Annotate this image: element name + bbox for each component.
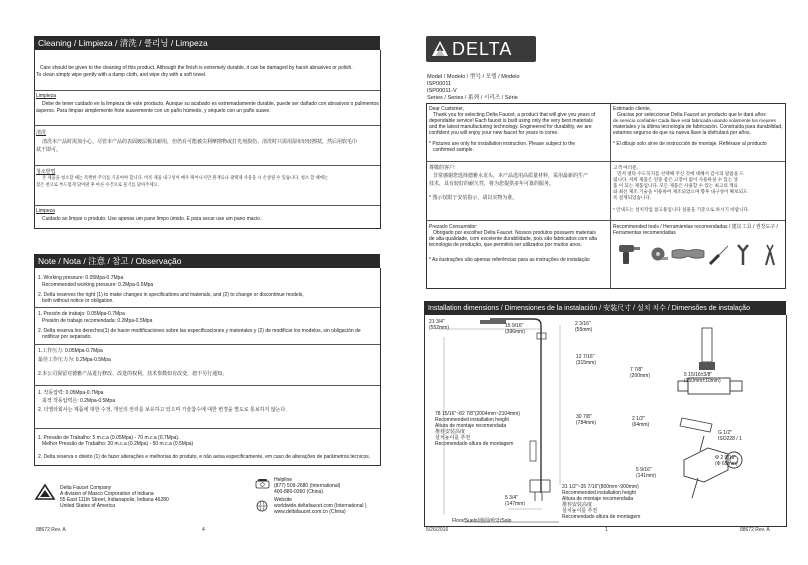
zh-greeting: 尊敬的客户: [429, 165, 456, 171]
installation-header: Installation dimensions / Dimensiones de la instalación / 安装尺寸 / 설치 치수 / Dimensões de instalação [424, 301, 786, 315]
ko-greeting: 고객 여러분, [613, 165, 638, 170]
globe-icon [256, 500, 268, 512]
dim-10: G 1/2" [718, 430, 733, 436]
divider [34, 307, 380, 308]
company-logo-icon [35, 484, 55, 500]
en-line2: Thank you for selecting Delta Faucet, a product that will give you years of [433, 112, 596, 118]
model-label: Model / Modelo / 型号 / 모델 / Modelo [427, 74, 520, 80]
cleaning-zh-title: 清洗 [36, 130, 47, 136]
cleaning-pt-title: Limpeza [36, 208, 55, 214]
series-label: Series / Series / 系列 / 시리즈 / Série [427, 95, 518, 101]
dim-10b: ISO228 / 1 [718, 436, 742, 442]
ko-line3: 립니다. 저희 제품은 연중 좋은 고장이 없이 사용하실 수 있는 상 [613, 177, 738, 182]
dim-6b: (147mm) [505, 501, 526, 507]
ko-line4: 품 이 되는 제품입니다. 모든 제품은 사용할 수 있는 최고의 재료 [613, 183, 738, 188]
note-en-2b: both without notice or obligation. [42, 298, 114, 304]
ko-line7: * 안내도는 설치작업 참고용입니다 실물을 기준으로 하시기 바랍니다. [613, 207, 750, 212]
dim-6: 5 3/4" [505, 495, 518, 501]
cleaning-es-line2: ásperos. Para limpiar simplemente frote suavemente con un paño húmedo, y séquelo con un paño suave. [36, 108, 271, 114]
drill-icon [618, 242, 642, 266]
divider [34, 385, 380, 386]
note-en-2: 2. Delta reserves the right (1) to make changes in specifications and materials, and (2) to change or discontinue models, [38, 292, 304, 298]
note-es-2b: notificar por separado. [42, 334, 92, 340]
height-label-es: Altura de montaje recomendada [435, 423, 507, 429]
website-china[interactable]: www.deltafaucet.com.cn (China) [274, 509, 346, 515]
height-label-ko: 설치높이를 추천 [435, 435, 471, 441]
company-name: Delta Faucet Company [60, 485, 112, 491]
note-pt-2: 2. Delta reserva o direito (1) de fazer alterações e melhorias do produto, e não avisa especificamente, em caso de alterações de parâmetros técnicos. [38, 454, 371, 460]
dim-9: 2 1/2" [632, 416, 645, 422]
en-greeting: Dear Customer, [429, 106, 465, 112]
note-header: Note / Nota / 注意 / 참고 / Observação [34, 254, 380, 268]
company-line4: United States of America [60, 503, 116, 509]
model-number-2: ISP00011-V [427, 88, 457, 94]
height-label-en: Recommended installation height [435, 417, 509, 423]
helpline-phone-intl: (877) 509-2680 (International) [274, 483, 341, 489]
dim-2b: (396mm) [505, 329, 526, 335]
valve-height-range: 31 1/2"~35 7/16"(800mm~900mm) [562, 484, 639, 490]
height-range: 78 15/16"~82 7/8"(2004mm~2104mm) [435, 411, 520, 417]
footer-doc-number: 88672 Rev. A [740, 527, 770, 533]
valve-height-pt: Recomendado altura de montagem [562, 514, 641, 520]
es-greeting: Estimado cliente, [613, 106, 652, 112]
divider [610, 103, 611, 289]
pt-line2: Obrigado por escolher Delta Faucet. Nossos produtos possuem materiais [433, 230, 596, 236]
divider [34, 344, 380, 345]
note-en-1: 1. Working pressure: 0.05Mpa-0.7Mpa [38, 275, 124, 281]
es-line4: materiales y la última tecnología de fabricación. Construida para durabilidad, [613, 124, 783, 130]
note-es-2: 2. Delta reserva los derechos(1) de hacer modificaciones sobre las especificaciones y materiales y (2) de modificar los modelos, sin obligación de [38, 328, 361, 334]
divider [34, 90, 380, 91]
dim-11: Φ 2 9/16" [715, 455, 737, 461]
dim-3b: (55mm) [575, 327, 593, 333]
dim-1: 21 3/4" [429, 319, 445, 325]
divider [34, 428, 380, 429]
zh-line3: 技术，具有较好的耐久性，将为您提供多年可靠的服务。 [429, 181, 555, 187]
cleaning-ko-line1: 본 제품을 청소할 때는 특별한 주의를 기울여야 합니다. 비록 제품 내구성이 매우 뛰어나지만 원재료나 광택제 사용을 시 손상될 수 있습니다. 청소 할 때에는 [42, 175, 328, 180]
dim-4: 12 7/16" [576, 354, 595, 360]
cleaning-header: Cleaning / Limpieza / 清洗 / 클리닝 / Limpeza [34, 36, 380, 50]
divider [426, 220, 785, 221]
dim-7: 7 7/8" [630, 367, 643, 373]
footer-page-number: 4 [202, 527, 205, 533]
note-zh-2: 2.本公司保留对德雅产品进行修改、改进的权利，技术参数如有改变，恕不另行通知。 [38, 371, 228, 377]
dim-12: 5 9/16" [636, 467, 652, 473]
note-pt-1b: Melhor Pressão de Trabalho: 20 m.c.a (0.2Mpa) - 50 m.c.a (0.5Mpa) [42, 441, 194, 447]
note-es-1b: Presión de trabajo recomendada: 0.2Mpa-0.5Mpa [42, 318, 153, 324]
tools-title: Recommended tools / Herramientas recomendadas / 建议工具 / 권장도구 / [613, 224, 778, 230]
note-ko-1b: 최적 작동압력은: 0.2Mpa-0.5Mpa [42, 398, 115, 404]
dim-12b: (141mm) [636, 473, 657, 479]
en-line5: confident you will enjoy your new faucet for years to come. [429, 130, 559, 136]
en-line3: dependable service! Each faucet is built using only the very best materials [429, 118, 593, 124]
dim-8b: (150mm±10mm) [684, 378, 721, 384]
height-label-zh: 推荐安装高度 [435, 429, 466, 435]
ko-line6: 록 설계되었습니다. [613, 195, 652, 200]
wrench-icon [734, 243, 752, 267]
pt-line4: tecnologia de produção, que permitirá ser utilizados por muitos anos. [429, 242, 582, 248]
valve-height-en: Recommended installation height [562, 490, 636, 496]
pliers-icon [760, 243, 780, 267]
company-line2: A division of Masco Corporation of Indiana [60, 491, 154, 497]
valve-height-zh: 推荐安装高度 [562, 502, 593, 508]
pt-line5: * As ilustrações são apenas referências para as instruções de instalação [429, 257, 590, 263]
right-page [404, 0, 808, 565]
ko-line5: 와 최신 제조 기술을 이용하여 제조되었으며 향후 내구성이 확보되도 [613, 189, 748, 194]
screwdriver-icon [708, 244, 730, 266]
cleaning-zh-line2: 拭干即可。 [36, 147, 62, 153]
floor-label: Floor/Suelo/地面/바닥/Solo [452, 518, 512, 524]
divider [426, 161, 785, 162]
cleaning-ko-line2: 젖은 천으로 부드럽게 닦아낸 후 마른 수건으로 물기를 닦아주세요. [36, 182, 159, 187]
note-zh-1: 1.工作压力: 0.05Mpa-0.7Mpa [38, 348, 103, 354]
cleaning-es-title: Limpieza [36, 93, 57, 99]
note-pt-1: 1. Pressão de Trabalho: 5 m.c.a (0.05Mpa) - 70 m.c.a (0.7Mpa). [38, 435, 180, 441]
phone-icon [255, 478, 270, 489]
pt-line3: de alta qualidade, com excelente durabilidade, pois são fabricados com alta [429, 236, 597, 242]
es-line2: Gracias por seleccionar Delta Faucet un producto que le dará años [617, 112, 766, 118]
divider [34, 165, 380, 166]
zh-line4: * 图示仅限于安装指示，请以实物为准。 [429, 195, 518, 201]
cleaning-zh-line1: 清洗本产品时需加小心。尽管本产品的表面镀层极其耐用，但仍有可能被尖利摩擦物或打光剂损伤。清洗时只需用湿布轻轻擦拭，然后用软毛巾 [42, 139, 358, 145]
cleaning-en-line2: To clean simply wipe gently with a damp cloth, and wipe dry with a soft towel. [36, 72, 207, 78]
model-number-1: ISP00011 [427, 81, 452, 87]
en-line7: confirmed sample. [433, 147, 474, 153]
delta-logo [426, 36, 536, 62]
dim-4b: (315mm) [576, 360, 597, 366]
footer-page-number: 1 [605, 527, 608, 533]
cleaning-es-line1: Debe de tener cuidado en la limpieza de este producto. Aunque su acabado es extremadamente durable, puede ser dañado con abrasivos o pulimentos [42, 101, 379, 107]
note-ko-2: 2. 더엘타회사는 제품에 대한 수정, 개선의 권리를 보유하고 있으며 기술참수에 대한 변경을 별도로 통보하지 않는다. [38, 407, 287, 413]
website-title: Website [274, 497, 292, 503]
mixer-valve-icon [644, 328, 754, 508]
helpline-title: Helpline [274, 477, 293, 483]
company-line3: 55 East 111th Street, Indianapolis, Indiana 46280 [60, 497, 169, 503]
dim-11b: (Φ 65mm) [715, 461, 738, 467]
es-line6: * El dibujo solo sirve de instrucción de montaje. Refiérase al producto [613, 141, 767, 147]
note-en-1b: Recommended working pressure: 0.2Mpa-0.5Mpa [42, 282, 154, 288]
dim-1b: (552mm) [429, 325, 450, 331]
cleaning-en-line1: Care should be given to the cleaning of this product. Although the finish is extremely durable, it can be damaged by harsh abrasives or polish. [40, 65, 353, 71]
en-line4: and the latest manufacturing technology. Engineered for durability, we are [429, 124, 592, 130]
dim-3: 2 3/16" [575, 321, 591, 327]
dim-2: 15 9/16" [505, 323, 524, 329]
footer-date: 5/26/2016 [426, 527, 449, 533]
dim-7b: (200mm) [630, 373, 651, 379]
zh-line2: 非常感谢您选择德雅水龙头，本产品选用高质量材料，采用最新的生产 [433, 173, 589, 179]
en-line6: * Pictures are only for installation instruction. Please subject to the [429, 141, 576, 147]
tape-measure-icon [650, 246, 668, 262]
helpline-phone-china: 400-880-0360 (China) [274, 489, 323, 495]
footer-doc-number: 88672 Rev. A [36, 527, 66, 533]
ko-line2: 먼저 델타 수도꼭지를 선택해 주신 것에 대해서 감사의 말씀을 드 [617, 171, 744, 176]
note-zh-1b: 最佳工作压力为: 0.2Mpa-0.5Mpa [38, 357, 111, 363]
dim-9b: (64mm) [632, 422, 650, 428]
note-es-1: 1. Presión de trabajo: 0.05Mpa-0.7Mpa [38, 311, 125, 317]
safety-goggles-icon [670, 247, 708, 261]
valve-height-es: Altura de montaje recomendada [562, 496, 634, 502]
es-line3: de servicio confiable! Cada llave está fabricada usando solamente los mejores [613, 118, 776, 123]
cleaning-pt-line1: Cuidado ao limpar o produto. Use apenas um pano limpo úmido. E para secar use um pano macio. [42, 216, 262, 222]
dim-8: 5 15/16±3/8" [684, 372, 713, 378]
tools-title-pt: Ferramentas recomendadas [613, 230, 676, 236]
delta-logo-icon [431, 40, 449, 58]
divider [34, 205, 380, 206]
divider [34, 125, 380, 126]
website-intl[interactable]: worldwide.deltafaucet.com (International ) [274, 503, 367, 509]
valve-height-ko: 설치높이를 추천 [562, 508, 598, 514]
cleaning-ko-title: 청소방법 [36, 169, 56, 175]
es-line5: estamos seguros de que su nueva llave la disfrutará por años. [613, 130, 751, 136]
brand-name: DELTA [452, 39, 513, 59]
note-ko-1: 1. 작동압력: 0.05Mpa-0.7Mpa [38, 390, 104, 396]
dim-5: 30 7/8" [576, 414, 592, 420]
pt-greeting: Prezado Consumidor: [429, 224, 478, 230]
dim-5b: (784mm) [576, 420, 597, 426]
height-label-pt: Recomendado altura de montagem [435, 441, 514, 447]
